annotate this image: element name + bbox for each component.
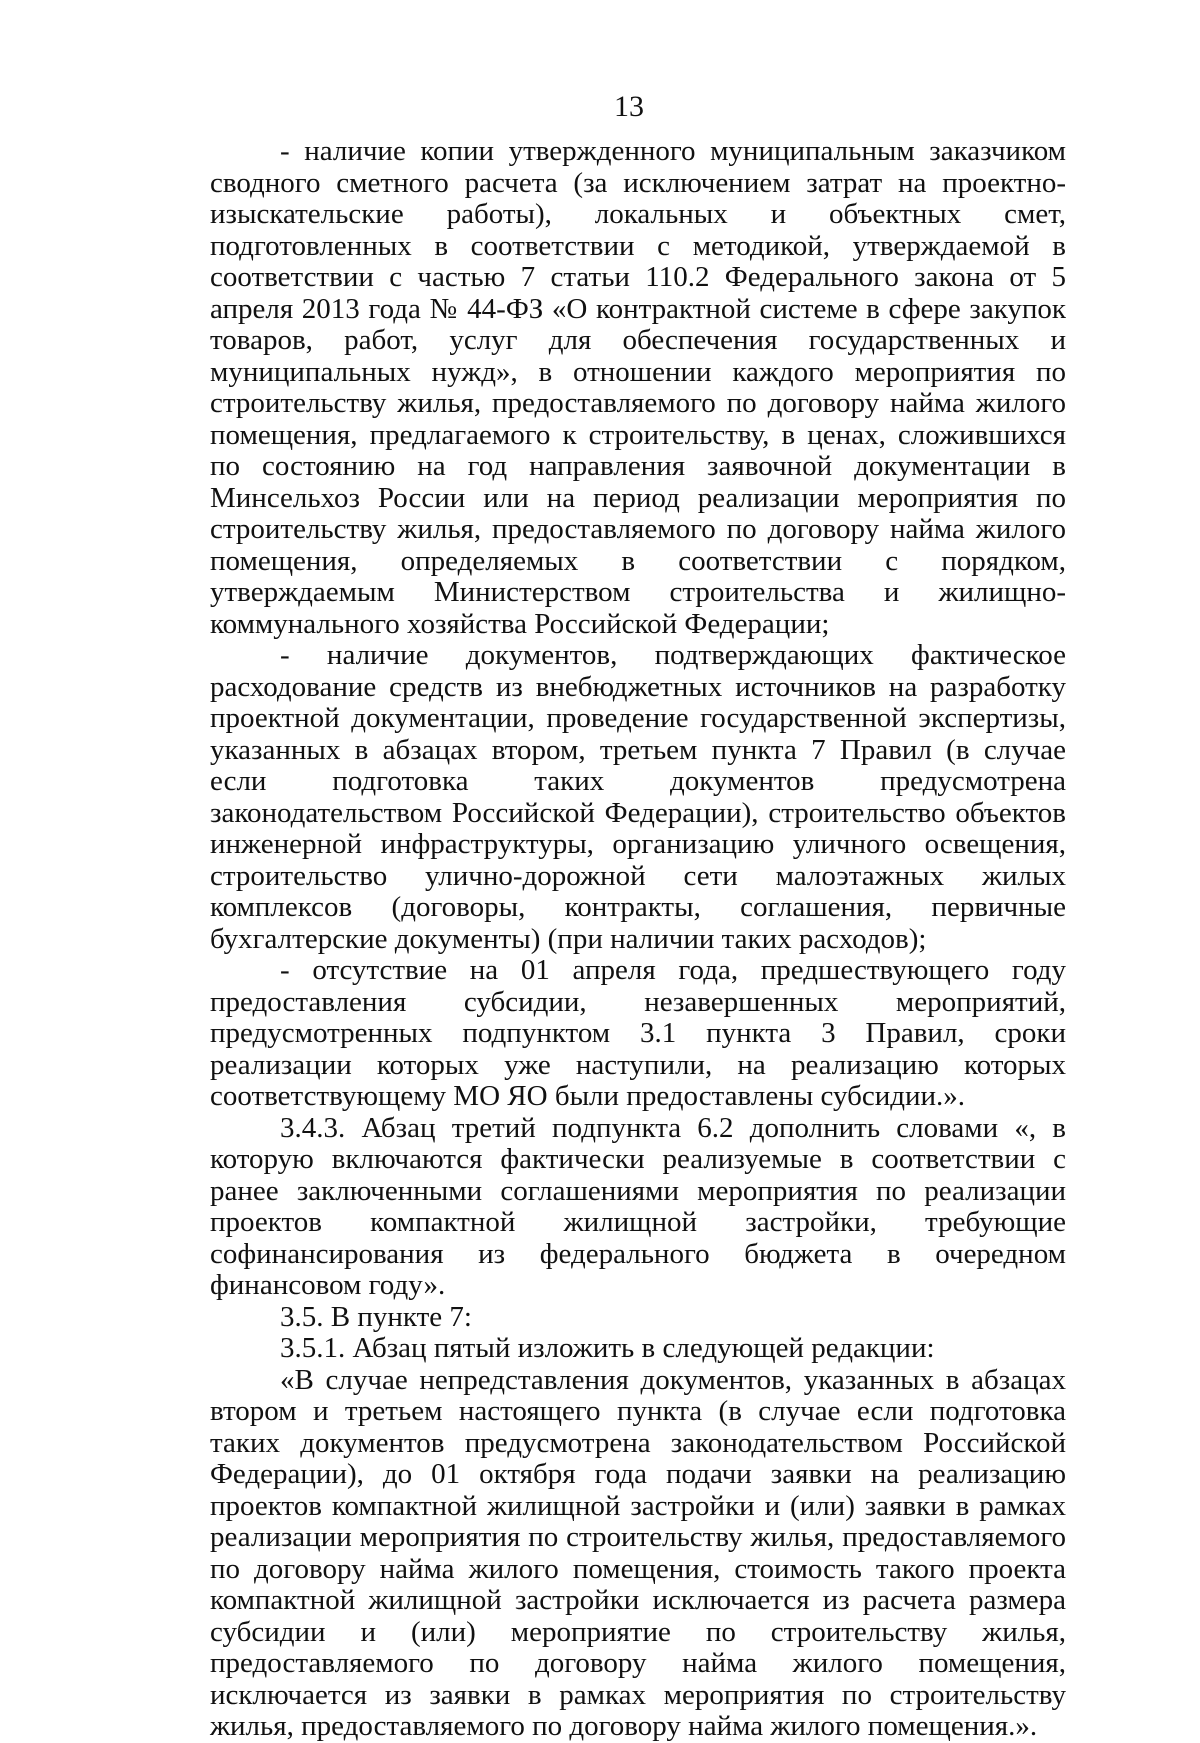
paragraph-no-unfinished-activities: - отсутствие на 01 апреля года, предшествующего году предоставления субсидии, незавершенных мероприятий, предусмотренных подпунктом 3.1 пункта 3 Правил, сроки реализации которых уже наступили, на реализацию которых соответствующему МО ЯО были предоставлены субсидии.». [210, 954, 1066, 1112]
document-body [210, 136, 1066, 1743]
paragraph-new-wording: «В случае непредставления документов, указанных в абзацах втором и третьем настоящего пункта (в случае если подготовка таких документов предусмотрена законодательством Российской Федерации), до 01 октября года подачи заявки на реализацию проектов компактной жилищной застройки и (или) заявки в рамках реализации мероприятия по строительству жилья, предоставляемого по договору найма жилого помещения, стоимость такого проекта компактной жилищной застройки исключается из расчета размера субсидии и (или) мероприятие по строительству жилья, предоставляемого по договору найма жилого помещения, исключается из заявки в рамках мероприятия по строительству жилья, предоставляемого по договору найма жилого помещения.». [210, 1363, 1066, 1742]
paragraph-3-5: 3.5. В пункте 7: [280, 1300, 472, 1333]
paragraph-3-5-1: 3.5.1. Абзац пятый изложить в следующей редакции: [280, 1332, 935, 1364]
paragraph-estimate-requirement: - наличие копии утвержденного муниципальным заказчиком сводного сметного расчета (за исключением затрат на проектно-изыскательские работы), локальных и объектных смет, подготовленных в соответствии с методикой, утверждаемой в соответствии с частью 7 статьи 110.2 Федерального закона от 5 апреля 2013 года № 44-ФЗ «О контрактной системе в сфере закупок товаров, работ, услуг для обеспечения государственных и муниципальных нужд», в отношении каждого мероприятия по строительству жилья, предоставляемого по договору найма жилого помещения, предлагаемого к строительству, в ценах, сложившихся по состоянию на год направления заявочной документации в Минсельхоз России или на период реализации мероприятия по строительству жилья, предоставляемого по договору найма жилого помещения, определяемых в соответствии с порядком, утверждаемым Министерством строительства и жилищно-коммунального хозяйства Российской Федерации; [210, 135, 1066, 640]
page-number: 13 [614, 90, 644, 123]
paragraph-expense-documents: - наличие документов, подтверждающих фактическое расходование средств из внебюджетных источников на разработку проектной документации, проведение государственной экспертизы, указанных в абзацах втором, третьем пункта 7 Правил (в случае если подготовка таких документов предусмотрена законодательством Российской Федерации), строительство объектов инженерной инфраструктуры, организацию уличного освещения, строительство улично-дорожной сети малоэтажных жилых комплексов (договоры, контракты, соглашения, первичные бухгалтерские документы) (при наличии таких расходов); [210, 639, 1066, 955]
paragraph-3-4-3: 3.4.3. Абзац третий подпункта 6.2 дополнить словами «, в которую включаются фактически реализуемые в соответствии с ранее заключенными соглашениями мероприятия по реализации проектов компактной жилищной застройки, требующие софинансирования из федерального бюджета в очередном финансовом году». [210, 1111, 1066, 1301]
